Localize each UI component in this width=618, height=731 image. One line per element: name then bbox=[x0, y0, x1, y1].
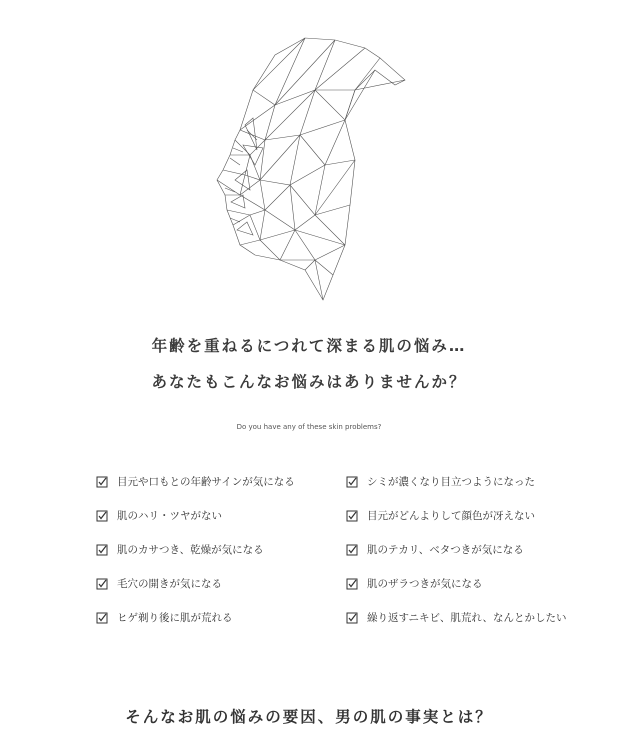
checklist-item-label: 目元がどんよりして顔色が冴えない bbox=[367, 510, 535, 522]
checkbox-checked-icon bbox=[96, 578, 108, 590]
checklist-item-label: 肌のテカリ、ベタつきが気になる bbox=[367, 544, 524, 556]
checklist-item bbox=[96, 576, 222, 591]
checklist-item-label: 肌のザラつきが気になる bbox=[367, 578, 483, 590]
checkbox-checked-icon bbox=[346, 544, 358, 556]
checkbox-checked-icon bbox=[96, 544, 108, 556]
headline-line-2: あなたもこんなお悩みはありませんか？ bbox=[151, 373, 467, 391]
checklist-item bbox=[346, 610, 567, 625]
headline-line-1: 年齢を重ねるにつれて深まる肌の悩み… bbox=[151, 337, 467, 355]
checklist-item-label: シミが濃くなり目立つようになった bbox=[367, 476, 535, 488]
checklist-item bbox=[96, 610, 233, 625]
checklist-item-label: ヒゲ剃り後に肌が荒れる bbox=[117, 612, 233, 624]
checklist-item-label: 毛穴の開きが気になる bbox=[117, 578, 222, 590]
checklist-item bbox=[346, 576, 483, 591]
checklist-item bbox=[96, 542, 264, 557]
checklist-item-label: 繰り返すニキビ、肌荒れ、なんとかしたい bbox=[367, 612, 567, 624]
checkbox-checked-icon bbox=[346, 476, 358, 488]
section-title-skin-facts: そんなお肌の悩みの要因、男の肌の事実とは？ bbox=[125, 708, 493, 726]
checkbox-checked-icon bbox=[346, 510, 358, 522]
checklist-item bbox=[96, 508, 222, 523]
checkbox-checked-icon bbox=[346, 578, 358, 590]
checklist-item bbox=[346, 474, 535, 489]
checkbox-checked-icon bbox=[96, 476, 108, 488]
subtitle-english: Do you have any of these skin problems? bbox=[236, 423, 382, 431]
checklist-item-label: 肌のハリ・ツヤがない bbox=[117, 510, 222, 522]
checklist-item bbox=[346, 508, 535, 523]
checklist-item-label: 目元や口もとの年齢サインが気になる bbox=[117, 476, 295, 488]
checkbox-checked-icon bbox=[96, 612, 108, 624]
checkbox-checked-icon bbox=[96, 510, 108, 522]
checklist-item-label: 肌のカサつき、乾燥が気になる bbox=[117, 544, 264, 556]
checklist-item bbox=[96, 474, 295, 489]
checklist-item bbox=[346, 542, 524, 557]
checkbox-checked-icon bbox=[346, 612, 358, 624]
